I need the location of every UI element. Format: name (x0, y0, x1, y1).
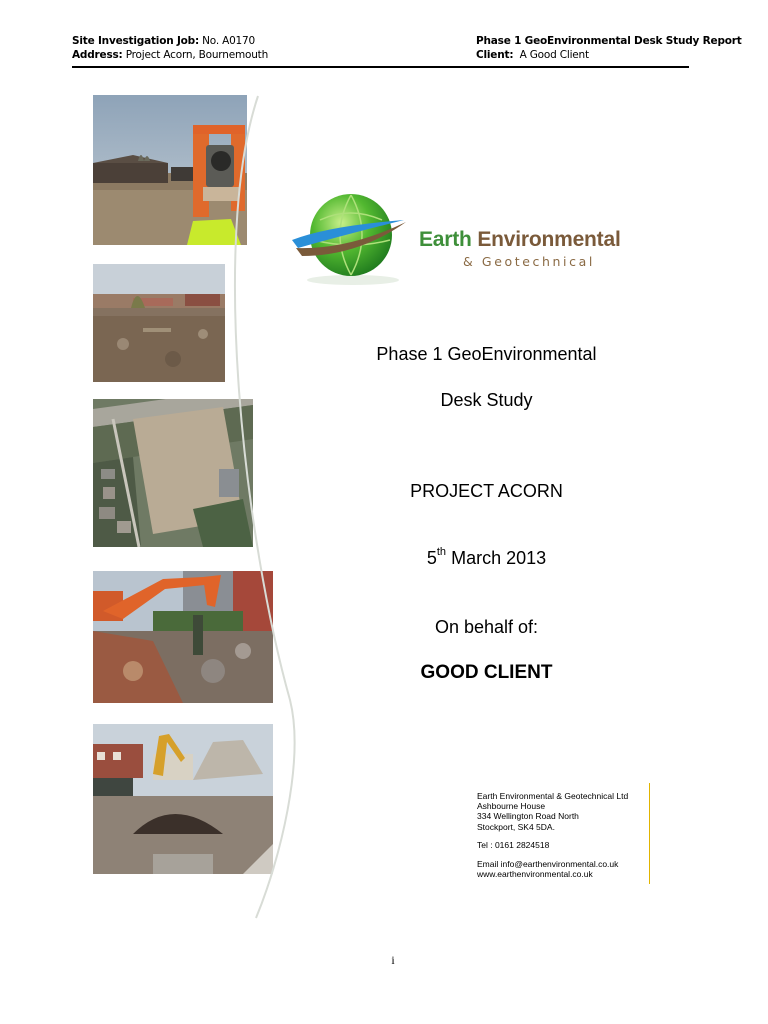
logo-word-earth: Earth (419, 228, 472, 251)
job-value: No. A0170 (202, 35, 255, 47)
client-value: A Good Client (519, 49, 589, 61)
report-title: Phase 1 GeoEnvironmental Desk Study Report (476, 35, 742, 47)
globe-logo-icon (288, 190, 418, 290)
contact-web: www.earthenvironmental.co.uk (477, 869, 593, 880)
project-name: PROJECT ACORN (410, 481, 563, 501)
logo-wordmark (419, 228, 621, 252)
date-rest: March 2013 (451, 548, 547, 568)
date-day: 5 (426, 548, 437, 568)
contact-email: Email info@earthenvironmental.co.uk (477, 859, 619, 870)
contact-divider (649, 783, 650, 884)
address-label: Address: (72, 49, 123, 61)
contact-tel: Tel : 0161 2824518 (477, 840, 550, 851)
report-title-line2: Desk Study (440, 390, 533, 410)
client-label: Client: (476, 49, 514, 61)
date-suffix: th (436, 546, 447, 558)
page-number: i (391, 953, 395, 967)
contact-company: Earth Environmental & Geotechnical Ltd (477, 791, 629, 801)
behalf-label: On behalf of: (434, 617, 539, 637)
report-title-line1: Phase 1 GeoEnvironmental (376, 344, 597, 364)
logo-subtitle: & Geotechnical (463, 254, 595, 269)
client-name: GOOD CLIENT (420, 662, 553, 683)
contact-address1: Ashbourne House (477, 801, 546, 812)
address-value: Project Acorn, Bournemouth (125, 49, 269, 61)
logo-word-environmental: Environmental (477, 228, 621, 251)
job-label: Site Investigation Job: (72, 35, 199, 47)
contact-address2: 334 Wellington Road North (477, 811, 579, 822)
company-logo (288, 190, 668, 290)
report-date (300, 548, 673, 569)
contact-address3: Stockport, SK4 5DA. (477, 821, 555, 832)
contact-block (477, 791, 628, 879)
